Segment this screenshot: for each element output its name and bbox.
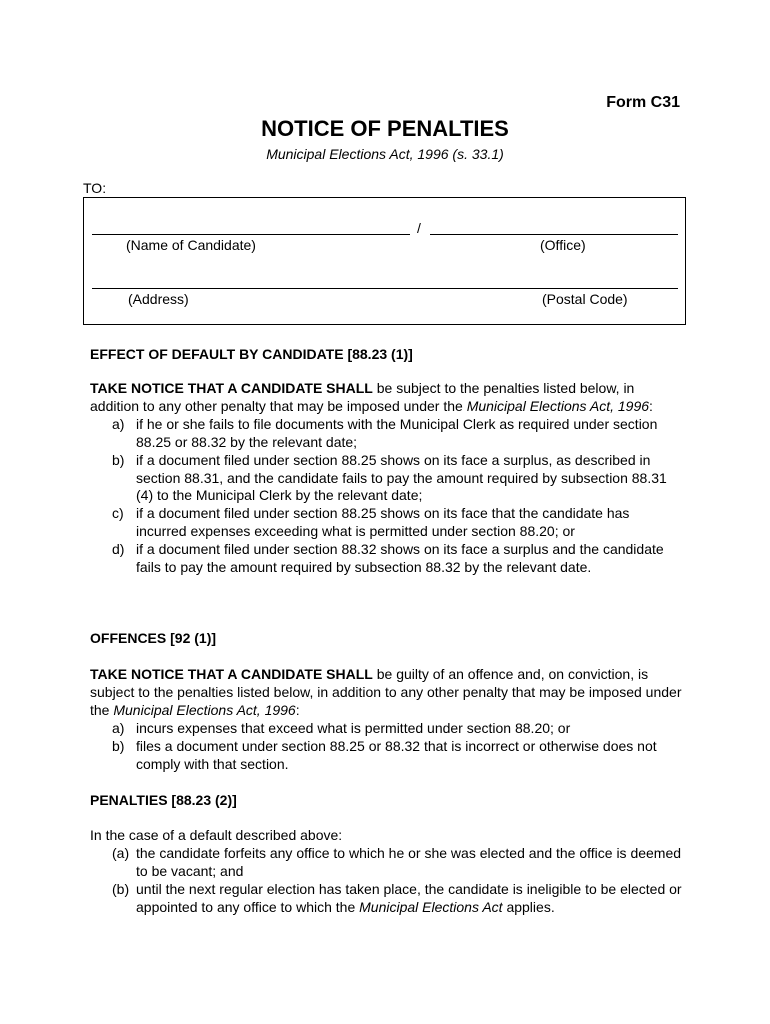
slash-separator: / — [417, 220, 421, 236]
offences-section — [90, 666, 682, 773]
list-item: d) if a document filed under section 88.32 shows on its face a surplus and the candidate fails to pay the amount required by subsection 88.32 by the relevant date. — [112, 541, 664, 576]
address-caption: (Address) — [128, 291, 189, 307]
postal-code-caption: (Postal Code) — [542, 291, 628, 307]
default-heading: EFFECT OF DEFAULT BY CANDIDATE [88.23 (1)] — [90, 346, 413, 362]
form-number: Form C31 — [606, 94, 680, 111]
page-title: NOTICE OF PENALTIES — [261, 116, 509, 141]
recipient-box — [83, 197, 686, 325]
to-label: TO: — [83, 180, 107, 196]
list-item: b) if a document filed under section 88.25 shows on its face a surplus, as described in section 88.31, and the candidate fails to pay the amount required by subsection 88.31 (4) to the Municipal Clerk by the relevant date; — [112, 451, 667, 504]
penalties-intro: In the case of a default described above: — [90, 827, 343, 843]
list-item: a) if he or she fails to file documents with the Municipal Clerk as required under section 88.25 or 88.32 by the relevant date; — [112, 415, 658, 450]
candidate-name-line — [92, 234, 410, 235]
offences-list — [90, 720, 682, 774]
list-item: b) files a document under section 88.25 or 88.32 that is incorrect or otherwise does not comply with that section. — [112, 737, 657, 772]
list-item: (b) until the next regular election has taken place, the candidate is ineligible to be elected or appointed to any office to which the Municipal Elections Act applies. — [112, 880, 682, 915]
list-item: a) incurs expenses that exceed what is permitted under section 88.20; or — [112, 719, 571, 736]
office-caption: (Office) — [540, 237, 586, 253]
penalties-section — [90, 827, 682, 917]
penalties-list — [90, 845, 682, 917]
address-line — [92, 288, 678, 289]
default-intro: TAKE NOTICE THAT A CANDIDATE SHALL be subject to the penalties listed below, in addition to any other penalty that may be imposed under the Municipal Elections Act, 1996: — [90, 380, 653, 414]
candidate-name-caption: (Name of Candidate) — [126, 237, 256, 253]
list-item: (a) the candidate forfeits any office to which he or she was elected and the office is deemed to be vacant; and — [112, 844, 682, 879]
list-item: c) if a document filed under section 88.25 shows on its face that the candidate has incurred expenses exceeding what is permitted under section 88.20; or — [112, 505, 630, 540]
default-section — [90, 380, 682, 577]
page-subtitle: Municipal Elections Act, 1996 (s. 33.1) — [266, 146, 504, 162]
penalties-heading: PENALTIES [88.23 (2)] — [90, 792, 237, 808]
offences-intro: TAKE NOTICE THAT A CANDIDATE SHALL be guilty of an offence and, on conviction, is subject to the penalties listed below, in addition to any other penalty that may be imposed under the Municipal Elections Act, 1996: — [90, 666, 682, 718]
default-list — [90, 416, 682, 577]
office-line — [430, 234, 678, 235]
offences-heading: OFFENCES [92 (1)] — [90, 630, 217, 646]
